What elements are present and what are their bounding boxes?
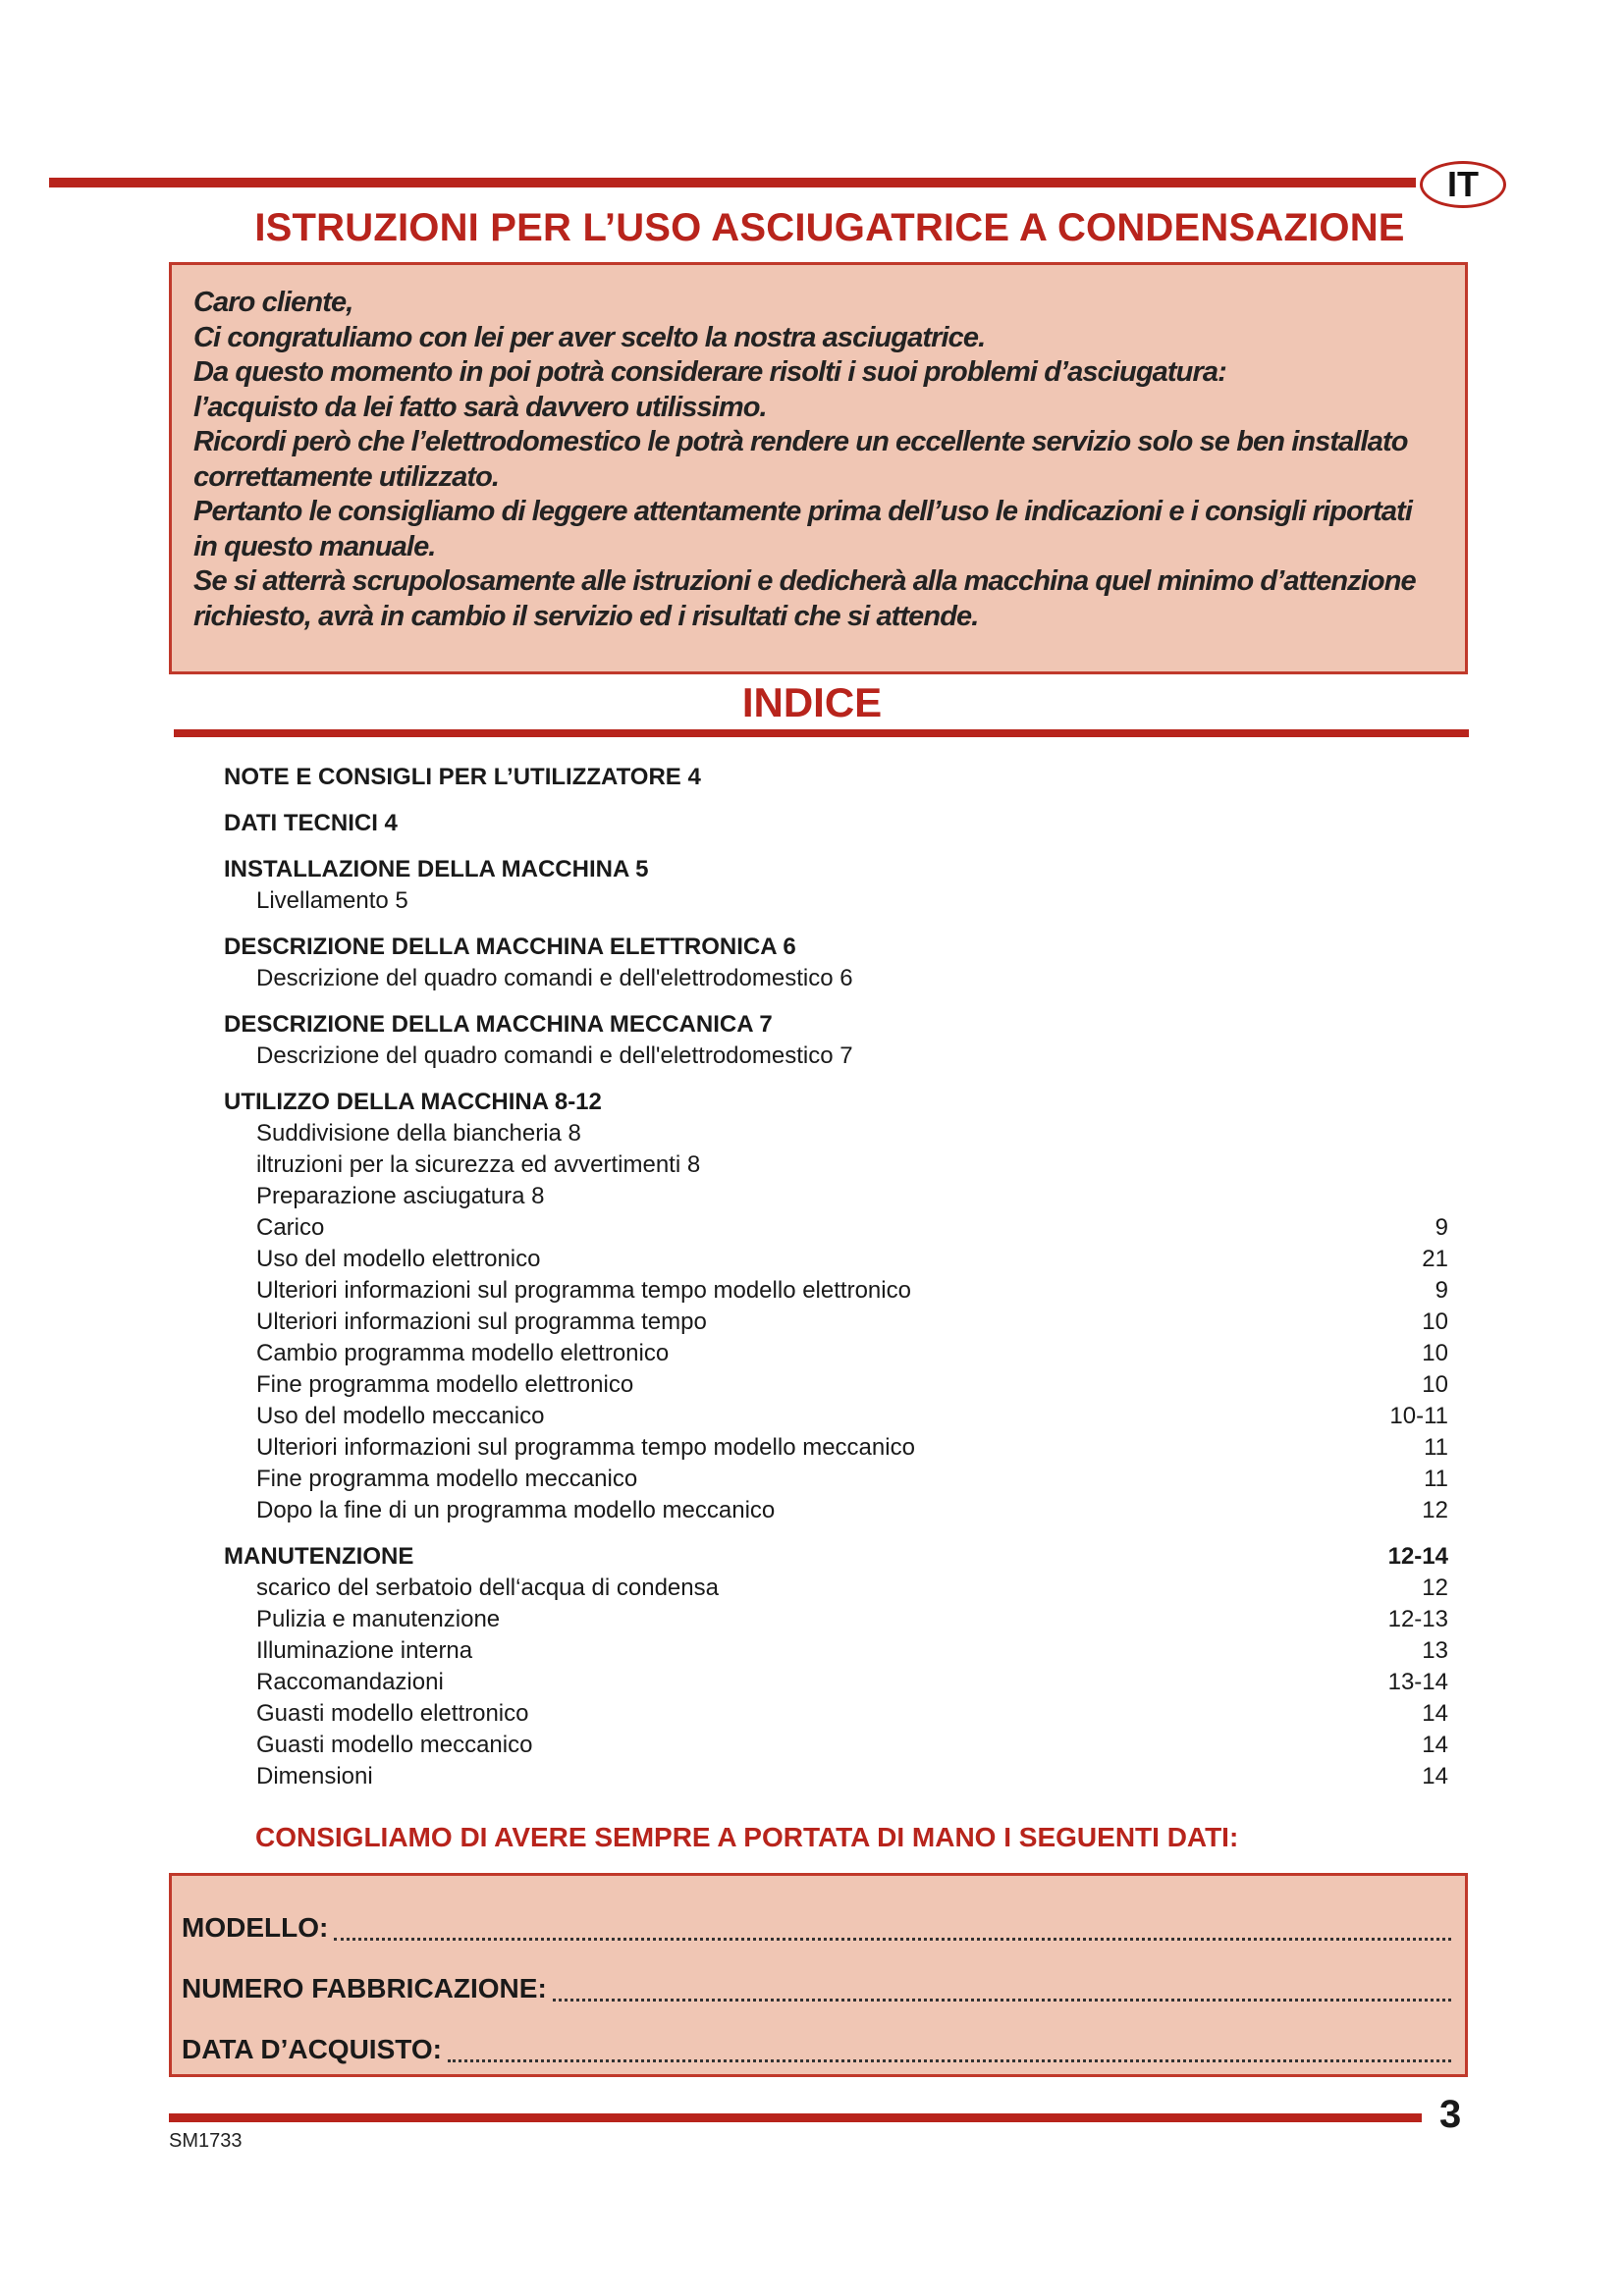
toc-item-page: 10 [1422, 1340, 1448, 1366]
toc-item-label: Suddivisione della biancheria 8 [256, 1120, 581, 1147]
intro-line: Ricordi però che l’elettrodomestico le potrà rendere un eccellente servizio solo se ben installato [193, 426, 1408, 457]
toc-item-page: 12 [1422, 1575, 1448, 1601]
toc-section-label: DESCRIZIONE DELLA MACCHINA ELETTRONICA 6 [224, 934, 796, 960]
toc-item-label: Cambio programma modello elettronico [256, 1340, 670, 1366]
toc-item [224, 1573, 1448, 1604]
toc-item-page: 9 [1435, 1277, 1448, 1304]
data-field [182, 2019, 1455, 2080]
intro-line: l’acquisto da lei fatto sarà davvero utilissimo. [193, 391, 767, 423]
toc-item-label: Illuminazione interna [256, 1637, 473, 1664]
toc-item-label: Descrizione del quadro comandi e dell'elettrodomestico 7 [256, 1042, 853, 1069]
toc-item [224, 1369, 1448, 1401]
intro-line: correttamente utilizzato. [193, 460, 500, 493]
toc-item [224, 1149, 1448, 1181]
toc-item [224, 1401, 1448, 1432]
toc-item [224, 1118, 1448, 1149]
toc-item [224, 1041, 1448, 1072]
intro-box [169, 262, 1468, 674]
toc-item [224, 1338, 1448, 1369]
toc-item-page: 13 [1422, 1637, 1448, 1664]
toc-item [224, 885, 1448, 917]
toc-item [224, 1212, 1448, 1244]
data-field [182, 1897, 1455, 1958]
page-number: 3 [1439, 2093, 1462, 2136]
toc-item-page: 14 [1422, 1763, 1448, 1789]
toc-item-page: 13-14 [1387, 1669, 1448, 1695]
toc-section [224, 1009, 1448, 1041]
data-field [182, 1958, 1455, 2019]
toc-section-label: INSTALLAZIONE DELLA MACCHINA 5 [224, 856, 649, 882]
toc-section [224, 1087, 1448, 1118]
toc-item-page: 14 [1422, 1732, 1448, 1758]
toc-section-page: 12-14 [1387, 1543, 1448, 1570]
intro-line: in questo manuale. [193, 530, 436, 562]
toc-section [224, 932, 1448, 963]
toc-item-label: Dimensioni [256, 1763, 373, 1789]
toc-item [224, 1698, 1448, 1730]
dotted-fill-line [448, 2019, 1451, 2062]
toc-item [224, 1495, 1448, 1526]
toc-section-label: NOTE E CONSIGLI PER L’UTILIZZATORE 4 [224, 764, 701, 790]
language-badge: IT [1420, 161, 1506, 208]
toc-item [224, 1730, 1448, 1761]
intro-line: richiesto, avrà in cambio il servizio ed i risultati che si attende. [193, 600, 979, 632]
toc-section-label: DESCRIZIONE DELLA MACCHINA MECCANICA 7 [224, 1011, 773, 1038]
toc-item-label: Fine programma modello elettronico [256, 1371, 634, 1398]
toc-item [224, 1635, 1448, 1667]
intro-line: Se si atterrà scrupolosamente alle istruzioni e dedicherà alla macchina quel minimo d’attenzione [193, 565, 1416, 597]
dotted-fill-line [334, 1897, 1451, 1941]
toc-item [224, 1244, 1448, 1275]
toc-item-page: 11 [1424, 1466, 1448, 1492]
dotted-fill-line [553, 1958, 1451, 2002]
data-field-label: NUMERO FABBRICAZIONE: [182, 1973, 547, 2003]
intro-line: Ci congratuliamo con lei per aver scelto la nostra asciugatrice. [193, 321, 986, 353]
data-field-label: MODELLO: [182, 1912, 329, 1943]
toc-item-page: 12 [1422, 1497, 1448, 1523]
toc-item-label: Guasti modello elettronico [256, 1700, 529, 1727]
toc-item-label: Pulizia e manutenzione [256, 1606, 501, 1632]
toc-section-label: UTILIZZO DELLA MACCHINA 8-12 [224, 1089, 602, 1115]
document-code: SM1733 [169, 2130, 243, 2152]
toc-item-label: Fine programma modello meccanico [256, 1466, 638, 1492]
toc-item-label: Ulteriori informazioni sul programma tempo modello meccanico [256, 1434, 915, 1461]
toc-item-label: Ulteriori informazioni sul programma tempo [256, 1308, 707, 1335]
intro-line: Caro cliente, [193, 287, 353, 318]
toc-item-label: Guasti modello meccanico [256, 1732, 533, 1758]
table-of-contents [224, 762, 1448, 1792]
toc-item-page: 11 [1424, 1434, 1448, 1461]
toc-item-page: 9 [1435, 1214, 1448, 1241]
toc-item-page: 12-13 [1387, 1606, 1448, 1632]
toc-item-label: Uso del modello elettronico [256, 1246, 541, 1272]
toc-item [224, 1275, 1448, 1307]
toc-item-label: Preparazione asciugatura 8 [256, 1183, 545, 1209]
toc-item-label: Livellamento 5 [256, 887, 408, 914]
toc-section [224, 1541, 1448, 1573]
toc-item-page: 10 [1422, 1308, 1448, 1335]
intro-line: Da questo momento in poi potrà considerare risolti i suoi problemi d’asciugatura: [193, 356, 1226, 388]
intro-line: Pertanto le consigliamo di leggere attentamente prima dell’uso le indicazioni e i consigli riportati [193, 496, 1413, 527]
toc-item-label: Raccomandazioni [256, 1669, 444, 1695]
product-data-box [169, 1873, 1468, 2077]
toc-item-page: 21 [1422, 1246, 1448, 1272]
toc-item-label: Dopo la fine di un programma modello meccanico [256, 1497, 776, 1523]
toc-item-label: Uso del modello meccanico [256, 1403, 545, 1429]
index-rule [174, 729, 1469, 737]
advice-heading: CONSIGLIAMO DI AVERE SEMPRE A PORTATA DI MANO I SEGUENTI DATI: [255, 1822, 1239, 1852]
toc-item-page: 10-11 [1389, 1403, 1448, 1429]
toc-section [224, 762, 1448, 793]
toc-item [224, 1604, 1448, 1635]
toc-item [224, 1761, 1448, 1792]
toc-item-label: Carico [256, 1214, 325, 1241]
toc-item [224, 1432, 1448, 1464]
toc-item [224, 1667, 1448, 1698]
toc-item [224, 1464, 1448, 1495]
page-title: ISTRUZIONI PER L’USO ASCIUGATRICE A CONDENSAZIONE [254, 206, 1405, 249]
toc-item-label: scarico del serbatoio dell‘acqua di condensa [256, 1575, 719, 1601]
toc-section [224, 808, 1448, 839]
toc-section [224, 854, 1448, 885]
top-rule [49, 178, 1416, 187]
toc-item-label: iltruzioni per la sicurezza ed avvertimenti 8 [256, 1151, 701, 1178]
toc-item [224, 1307, 1448, 1338]
toc-item-page: 14 [1422, 1700, 1448, 1727]
index-title: INDICE [741, 679, 883, 725]
toc-item-page: 10 [1422, 1371, 1448, 1398]
toc-item [224, 1181, 1448, 1212]
toc-item-label: Descrizione del quadro comandi e dell'elettrodomestico 6 [256, 965, 853, 991]
toc-section-label: MANUTENZIONE [224, 1543, 414, 1570]
bottom-rule [169, 2113, 1422, 2122]
toc-item-label: Ulteriori informazioni sul programma tempo modello elettronico [256, 1277, 911, 1304]
toc-item [224, 963, 1448, 994]
toc-section-label: DATI TECNICI 4 [224, 810, 398, 836]
data-field-label: DATA D’ACQUISTO: [182, 2034, 442, 2064]
